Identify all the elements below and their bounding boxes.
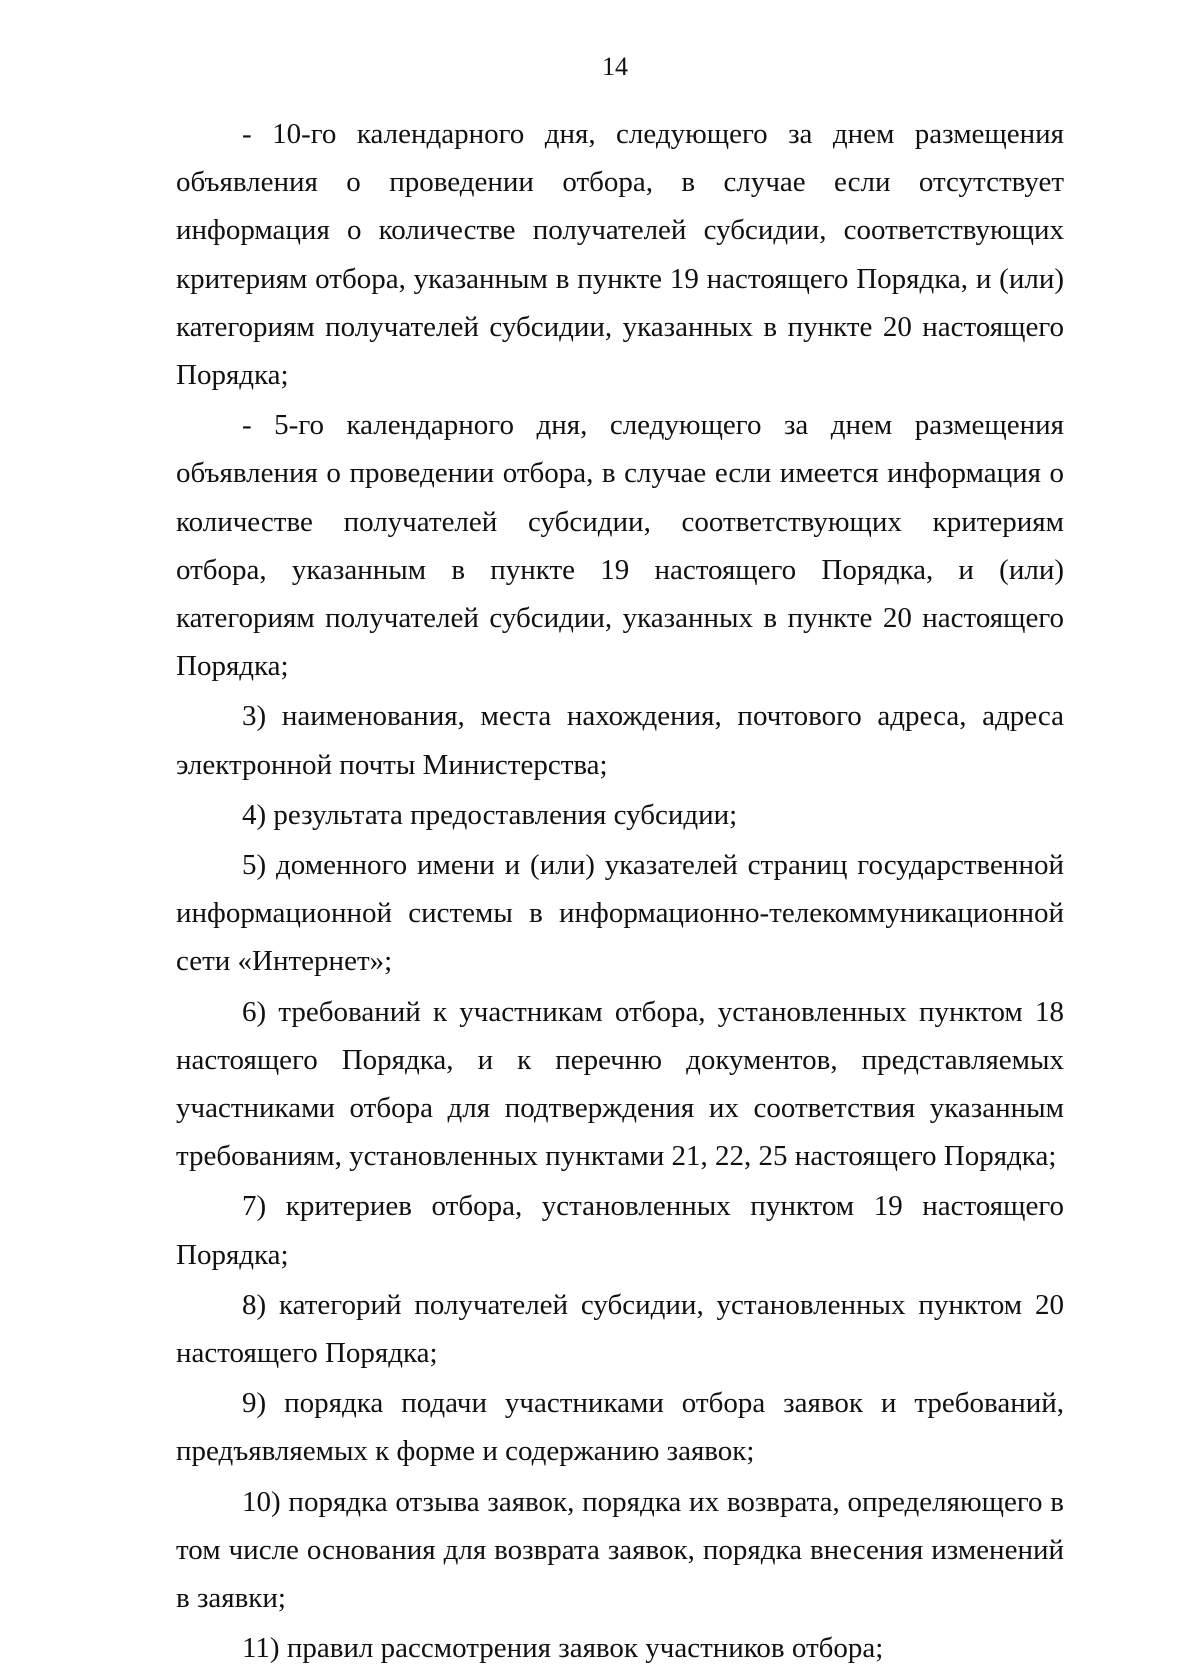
- paragraph-item-5: 5) доменного имени и (или) указателей страниц государственной информационной системы в информационно-телекоммуникационной сети «Интернет»;: [176, 849, 1064, 978]
- page-number: 14: [602, 52, 628, 81]
- paragraph-item-7: 7) критериев отбора, установленных пунктом 19 настоящего Порядка;: [176, 1190, 1064, 1271]
- paragraph-item-3: 3) наименования, места нахождения, почтового адреса, адреса электронной почты Министерства;: [176, 700, 1064, 781]
- paragraph-item-9: 9) порядка подачи участниками отбора заявок и требований, предъявляемых к форме и содержанию заявок;: [176, 1387, 1064, 1468]
- paragraph-item-4: 4) результата предоставления субсидии;: [242, 798, 738, 831]
- paragraph-item-6: 6) требований к участникам отбора, установленных пунктом 18 настоящего Порядка, и к перечню документов, представляемых участниками отбора для подтверждения их соответствия указанным требованиям, установленных пунктами 21, 22, 25 настоящего Порядка;: [176, 995, 1064, 1173]
- paragraph-item-5-day: - 5-го календарного дня, следующего за днем размещения объявления о проведении отбора, в случае если имеется информация о количестве получателей субсидии, соответствующих критериям отбора, указанным в пункте 19 настоящего Порядка, и (или) категориям получателей субсидии, указанных в пункте 20 настоящего Порядка;: [176, 409, 1064, 683]
- document-body: [176, 110, 1064, 1675]
- paragraph-item-10-day: - 10-го календарного дня, следующего за днем размещения объявления о проведении отбора, в случае если отсутствует информация о количестве получателей субсидии, соответствующих критериям отбора, указанным в пункте 19 настоящего Порядка, и (или) категориям получателей субсидии, указанных в пункте 20 настоящего Порядка;: [176, 118, 1064, 392]
- paragraph-item-8: 8) категорий получателей субсидии, установленных пунктом 20 настоящего Порядка;: [176, 1288, 1064, 1370]
- paragraph-item-10: 10) порядка отзыва заявок, порядка их возврата, определяющего в том числе основания для возврата заявок, порядка внесения изменений в заявки;: [176, 1485, 1064, 1615]
- paragraph-item-11: 11) правил рассмотрения заявок участников отбора;: [242, 1632, 884, 1665]
